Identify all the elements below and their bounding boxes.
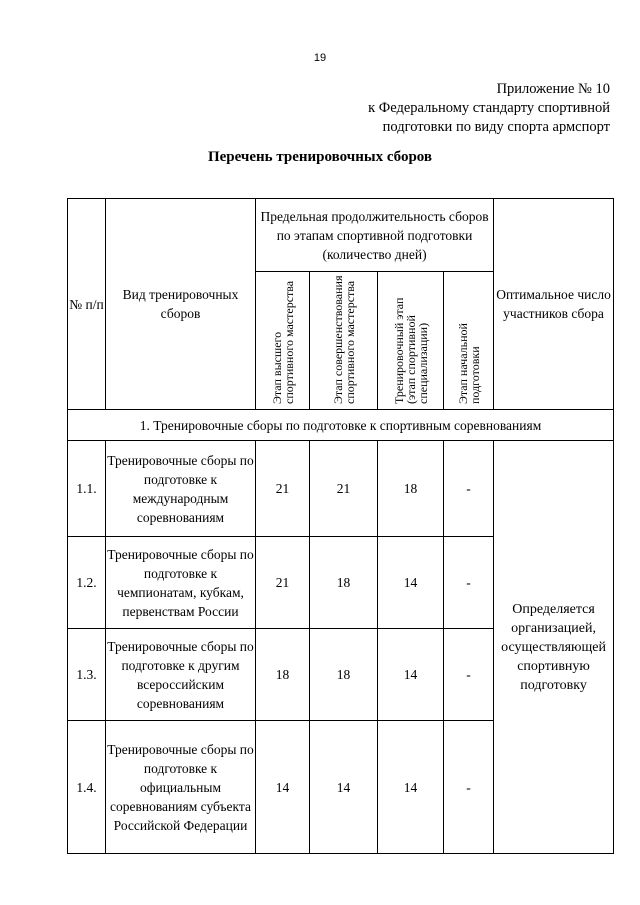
appendix-line-2: к Федеральному стандарту спортивной	[368, 100, 610, 116]
row-value: 21	[310, 441, 378, 537]
header-stage-improvement	[310, 272, 378, 410]
header-kind: Вид тренировочных сборов	[106, 199, 256, 410]
header-num: № п/п	[68, 199, 106, 410]
header-stage-training	[378, 272, 444, 410]
row-num: 1.3.	[68, 629, 106, 721]
section-row	[68, 410, 614, 441]
appendix-line-1: Приложение № 10	[496, 81, 610, 97]
row-kind: Тренировочные сборы по подготовке к официальным соревнованиям субъекта Российской Федерации	[106, 721, 256, 854]
header-stage-improvement-label: Этап совершенствования спортивного мастерства	[330, 275, 357, 404]
header-stage-higher	[256, 272, 310, 410]
appendix-note	[368, 80, 610, 137]
row-num: 1.4.	[68, 721, 106, 854]
row-kind: Тренировочные сборы по подготовке к международным соревнованиям	[106, 441, 256, 537]
header-duration: Предельная продолжительность сборов по этапам спортивной подготовки (количество дней)	[256, 199, 494, 272]
row-value: -	[444, 629, 494, 721]
row-value: -	[444, 441, 494, 537]
row-value: 18	[310, 629, 378, 721]
row-value: 18	[378, 441, 444, 537]
page-number: 19	[313, 52, 327, 64]
row-value: 14	[378, 629, 444, 721]
optimal-value: Определяется организацией, осуществляющей спортивную подготовку	[494, 441, 614, 854]
row-value: 14	[256, 721, 310, 854]
row-value: 14	[310, 721, 378, 854]
row-value: 18	[256, 629, 310, 721]
training-camps-table	[67, 198, 614, 854]
row-num: 1.2.	[68, 537, 106, 629]
header-row-1	[68, 199, 614, 272]
appendix-line-3: подготовки по виду спорта армспорт	[382, 119, 610, 135]
row-num: 1.1.	[68, 441, 106, 537]
header-stage-initial-label: Этап начальной подготовки	[455, 323, 482, 404]
header-stage-higher-label: Этап высшего спортивного мастерства	[269, 280, 296, 404]
header-stage-initial	[444, 272, 494, 410]
row-value: 14	[378, 537, 444, 629]
header-stage-training-label: Тренировочный этап (этап спортивной специализации)	[391, 297, 430, 404]
row-value: 21	[256, 441, 310, 537]
row-value: 18	[310, 537, 378, 629]
table-row	[68, 441, 614, 537]
document-title: Перечень тренировочных сборов	[207, 149, 433, 165]
row-kind: Тренировочные сборы по подготовке к другим всероссийским соревнованиям	[106, 629, 256, 721]
row-value: 14	[378, 721, 444, 854]
row-value: -	[444, 537, 494, 629]
row-value: 21	[256, 537, 310, 629]
header-optimal: Оптимальное число участников сбора	[494, 199, 614, 410]
section-1-title: 1. Тренировочные сборы по подготовке к спортивным соревнованиям	[68, 410, 614, 441]
row-kind: Тренировочные сборы по подготовке к чемпионатам, кубкам, первенствам России	[106, 537, 256, 629]
row-value: -	[444, 721, 494, 854]
